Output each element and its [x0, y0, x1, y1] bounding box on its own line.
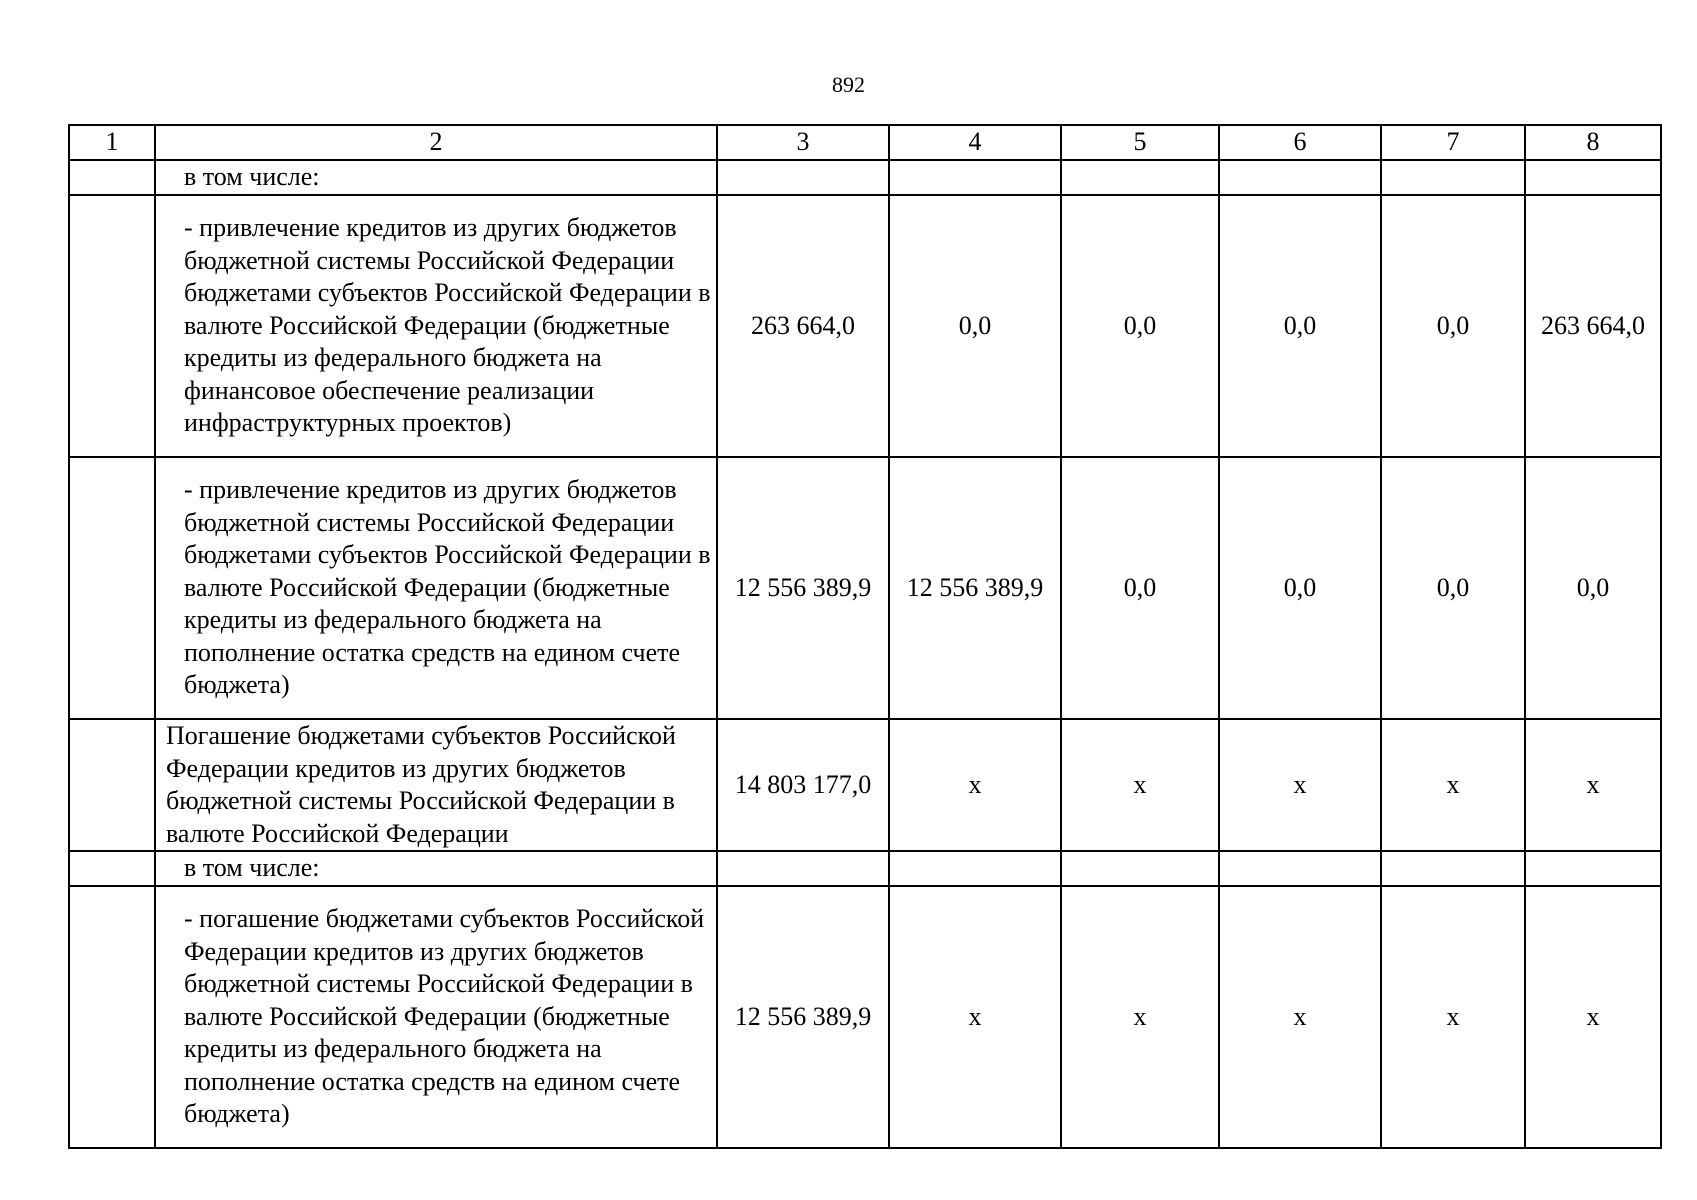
value-cell [1525, 851, 1661, 886]
value-cell: 0,0 [1219, 457, 1381, 719]
row-code-cell [69, 195, 155, 457]
value-cell: 14 803 177,0 [717, 719, 889, 851]
row-description-cell [155, 457, 717, 719]
value-cell: 0,0 [889, 195, 1061, 457]
value-cell: 0,0 [1381, 195, 1525, 457]
value-cell: 0,0 [1525, 457, 1661, 719]
value-cell [889, 851, 1061, 886]
row-code-cell [69, 851, 155, 886]
column-header: 2 [155, 125, 717, 160]
value-cell: 263 664,0 [717, 195, 889, 457]
value-cell [1525, 160, 1661, 195]
value-cell: 12 556 389,9 [717, 886, 889, 1148]
value-cell [717, 160, 889, 195]
table-header-row [69, 125, 1661, 160]
column-header: 1 [69, 125, 155, 160]
value-cell: х [1061, 886, 1219, 1148]
value-cell: х [1219, 719, 1381, 851]
value-cell: 12 556 389,9 [717, 457, 889, 719]
row-code-cell [69, 886, 155, 1148]
value-cell: х [1219, 886, 1381, 1148]
value-cell [1219, 160, 1381, 195]
column-header: 6 [1219, 125, 1381, 160]
column-header: 4 [889, 125, 1061, 160]
column-header: 7 [1381, 125, 1525, 160]
value-cell: 0,0 [1061, 457, 1219, 719]
row-description: - погашение бюджетами субъектов Российской Федерации кредитов из других бюджетов бюджетной системы Российской Федерации в валюте Российской Федерации (бюджетные кредиты из федерального бюджета на пополнение остатка средств на едином счете бюджета) [184, 904, 705, 1129]
value-cell: х [1381, 719, 1525, 851]
table-row [69, 195, 1661, 457]
value-cell [889, 160, 1061, 195]
value-cell [1219, 851, 1381, 886]
page-number: 892 [832, 72, 865, 97]
table-row [69, 719, 1661, 851]
budget-table [68, 124, 1662, 1149]
column-header: 5 [1061, 125, 1219, 160]
row-description: - привлечение кредитов из других бюджетов бюджетной системы Российской Федерации бюджетами субъектов Российской Федерации в валюте Российской Федерации (бюджетные кредиты из федерального бюджета на пополнение остатка средств на едином счете бюджета) [184, 475, 711, 700]
value-cell: х [889, 886, 1061, 1148]
value-cell: х [1061, 719, 1219, 851]
value-cell: 0,0 [1061, 195, 1219, 457]
row-description-cell [155, 195, 717, 457]
value-cell: 12 556 389,9 [889, 457, 1061, 719]
column-header: 3 [717, 125, 889, 160]
value-cell: 0,0 [1381, 457, 1525, 719]
table-row [69, 457, 1661, 719]
table-row [69, 160, 1661, 195]
column-header: 8 [1525, 125, 1661, 160]
value-cell [1061, 160, 1219, 195]
row-code-cell [69, 719, 155, 851]
row-description-cell [155, 851, 717, 886]
row-code-cell [69, 160, 155, 195]
value-cell: х [1525, 719, 1661, 851]
table-row [69, 851, 1661, 886]
value-cell [1381, 160, 1525, 195]
value-cell [1381, 851, 1525, 886]
value-cell: 0,0 [1219, 195, 1381, 457]
row-description: - привлечение кредитов из других бюджетов бюджетной системы Российской Федерации бюджетами субъектов Российской Федерации в валюте Российской Федерации (бюджетные кредиты из федерального бюджета на финансовое обеспечение реализации инфраструктурных проектов) [184, 213, 711, 438]
row-description-cell [155, 160, 717, 195]
value-cell: х [1381, 886, 1525, 1148]
row-description-cell [155, 719, 717, 851]
value-cell: х [889, 719, 1061, 851]
row-description: в том числе: [184, 853, 320, 883]
value-cell: х [1525, 886, 1661, 1148]
row-description-cell [155, 886, 717, 1148]
row-code-cell [69, 457, 155, 719]
value-cell: 263 664,0 [1525, 195, 1661, 457]
row-description: Погашение бюджетами субъектов Российской Федерации кредитов из других бюджетов бюджетной системы Российской Федерации в валюте Российской Федерации [166, 721, 676, 848]
value-cell [1061, 851, 1219, 886]
value-cell [717, 851, 889, 886]
table-row [69, 886, 1661, 1148]
row-description: в том числе: [184, 162, 320, 192]
